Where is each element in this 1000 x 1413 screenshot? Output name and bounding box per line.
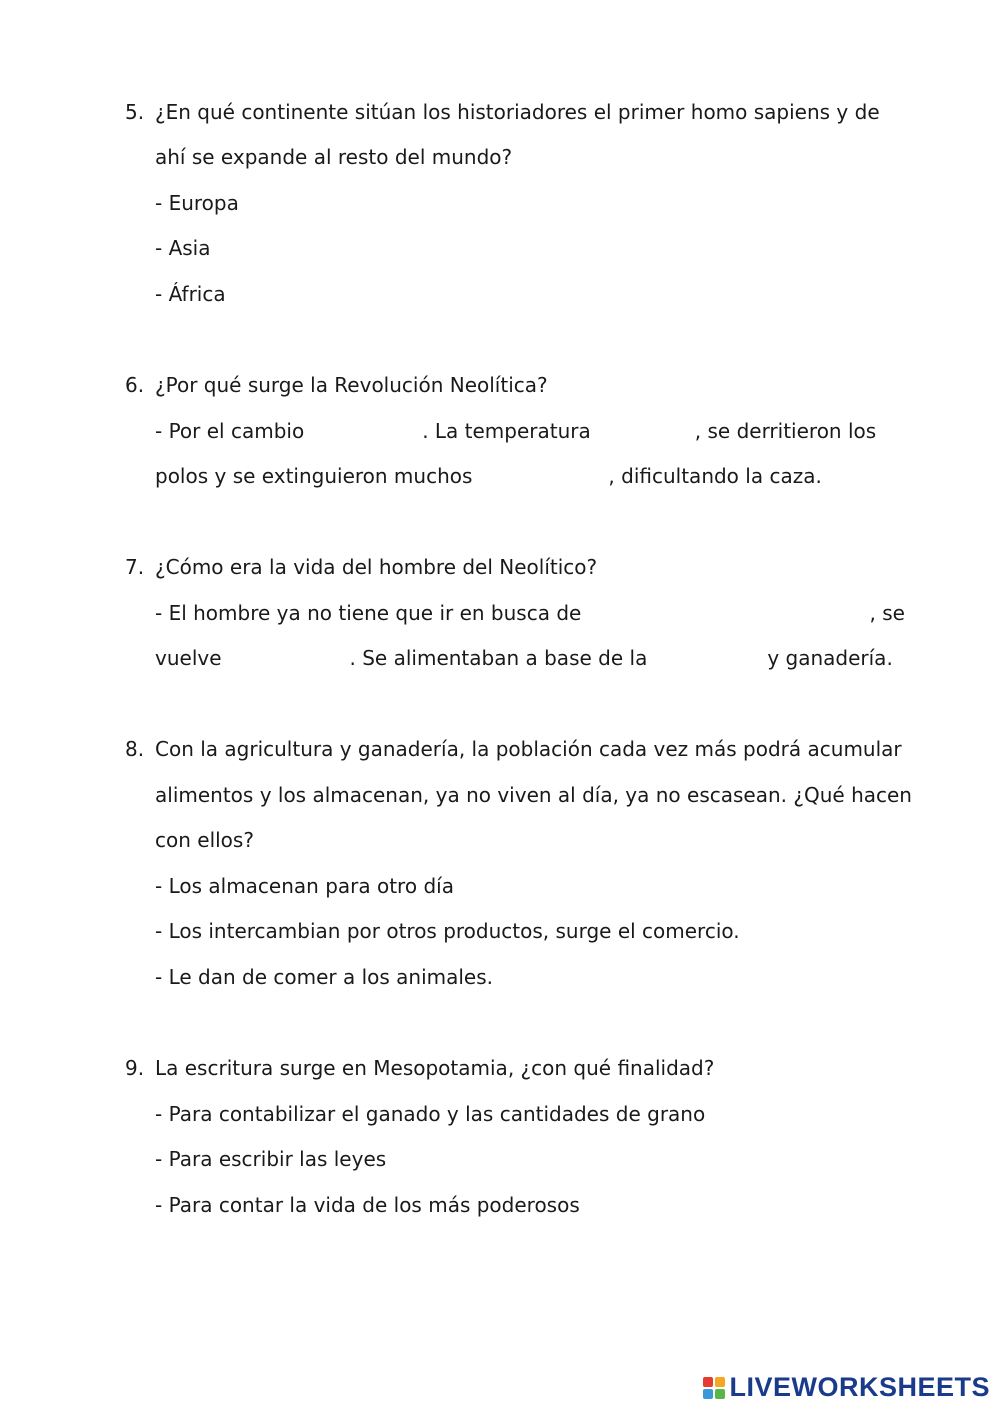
logo-square-orange (715, 1377, 725, 1387)
question-9-option-3[interactable]: - Para contar la vida de los más poderosos (155, 1193, 580, 1217)
question-7-text-b: , se (869, 601, 905, 625)
question-7-text-a: - El hombre ya no tiene que ir en busca de (155, 601, 582, 625)
logo-square-green (715, 1389, 725, 1399)
question-6-text-d: polos y se extinguieron muchos (155, 464, 473, 488)
question-8-option-1[interactable]: - Los almacenan para otro día (155, 874, 454, 898)
question-9-number: 9. (125, 1056, 145, 1080)
question-7-fill-line1 (155, 598, 905, 628)
question-6-prompt: ¿Por qué surge la Revolución Neolítica? (155, 373, 548, 397)
question-9-option-1[interactable]: - Para contabilizar el ganado y las cantidades de grano (155, 1102, 706, 1126)
question-7-blank-1[interactable] (625, 598, 825, 628)
question-5-option-europa[interactable]: - Europa (155, 191, 239, 215)
question-8-text-line3: con ellos? (155, 828, 254, 852)
question-5-number: 5. (125, 100, 145, 124)
question-7-number: 7. (125, 555, 145, 579)
question-6-text-c: , se derritieron los (694, 419, 877, 443)
logo-square-red (703, 1377, 713, 1387)
question-6-fill-line2 (155, 461, 905, 491)
question-7-prompt: ¿Cómo era la vida del hombre del Neolítico? (155, 555, 598, 579)
question-9-option-2[interactable]: - Para escribir las leyes (155, 1147, 387, 1171)
question-8-number: 8. (125, 737, 145, 761)
question-5-line1: ¿En qué continente sitúan los historiadores el primer homo sapiens y de (155, 100, 880, 124)
question-5-option-asia[interactable]: - Asia (155, 236, 211, 260)
question-7-text-e: y ganadería. (767, 646, 893, 670)
question-8-text-line2: alimentos y los almacenan, ya no viven al día, ya no escasean. ¿Qué hacen (155, 783, 912, 807)
question-6-text-e: , dificultando la caza. (608, 464, 822, 488)
logo-square-blue (703, 1389, 713, 1399)
question-8-option-2[interactable]: - Los intercambian por otros productos, surge el comercio. (155, 919, 740, 943)
question-7-text-d: . Se alimentaban a base de la (349, 646, 648, 670)
liveworksheets-logo (703, 1372, 990, 1403)
liveworksheets-logo-icon (703, 1377, 725, 1399)
question-5-option-africa[interactable]: - África (155, 282, 226, 306)
question-7-fill-line2 (155, 643, 905, 673)
question-6-text-a: - Por el cambio (155, 419, 305, 443)
question-8-text-line1: Con la agricultura y ganadería, la población cada vez más podrá acumular (155, 737, 902, 761)
question-8-option-3[interactable]: - Le dan de comer a los animales. (155, 965, 494, 989)
question-6-fill-line1 (155, 416, 905, 446)
liveworksheets-logo-text: LIVEWORKSHEETS (729, 1372, 990, 1402)
question-6-text-b: . La temperatura (422, 419, 591, 443)
question-9-prompt: La escritura surge en Mesopotamia, ¿con qué finalidad? (155, 1056, 715, 1080)
question-5-text-line2: ahí se expande al resto del mundo? (155, 145, 513, 169)
question-7-text-c: vuelve (155, 646, 222, 670)
question-6-number: 6. (125, 373, 145, 397)
question-5-text-line1 (155, 97, 905, 127)
